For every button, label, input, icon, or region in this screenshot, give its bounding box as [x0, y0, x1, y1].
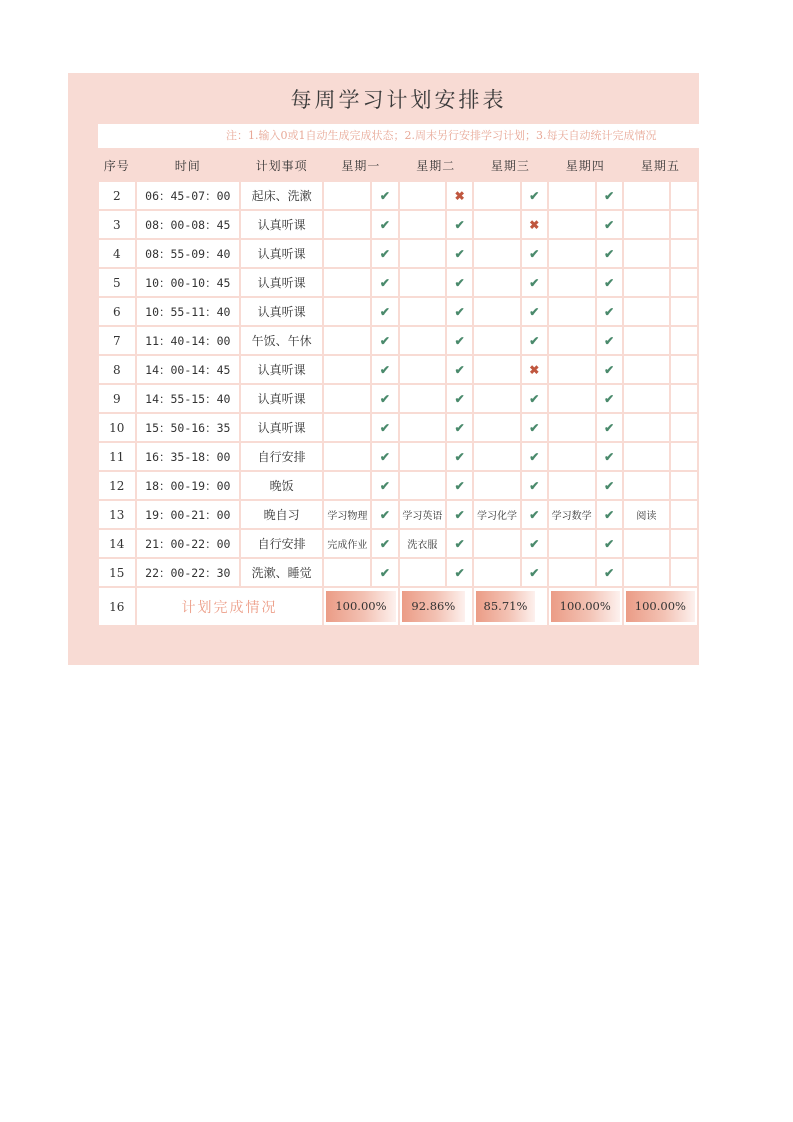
check-icon: ✔ — [604, 246, 615, 261]
status-cell[interactable] — [522, 298, 547, 325]
status-cell[interactable] — [372, 559, 397, 586]
plan-item-cell[interactable]: 认真听课 — [241, 211, 322, 238]
status-cell[interactable] — [522, 182, 547, 209]
check-icon: ✔ — [454, 420, 465, 435]
status-cell[interactable] — [372, 240, 397, 267]
day-task-cell[interactable] — [624, 327, 669, 354]
day-task-cell[interactable] — [400, 385, 446, 412]
day-task-cell[interactable]: 洗衣服 — [400, 530, 446, 557]
row-index-cell[interactable]: 7 — [99, 327, 135, 354]
completion-rate-cell[interactable] — [324, 588, 397, 625]
time-cell[interactable]: 10：55-11：40 — [137, 298, 239, 325]
row-index-cell[interactable]: 11 — [99, 443, 135, 470]
day-task-cell[interactable] — [474, 559, 520, 586]
check-icon: ✔ — [379, 275, 390, 290]
status-cell[interactable] — [597, 385, 622, 412]
day-task-cell[interactable] — [474, 327, 520, 354]
table-row — [99, 443, 697, 470]
plan-item-cell[interactable]: 自行安排 — [241, 443, 322, 470]
time-cell[interactable]: 14：55-15：40 — [137, 385, 239, 412]
status-cell[interactable] — [671, 182, 697, 209]
check-icon: ✔ — [529, 420, 540, 435]
day-task-cell[interactable] — [324, 240, 370, 267]
status-cell[interactable] — [522, 472, 547, 499]
check-icon: ✔ — [604, 391, 615, 406]
status-cell[interactable] — [522, 211, 547, 238]
check-icon: ✔ — [604, 188, 615, 203]
instruction-note: 注：1.输入0或1自动生成完成状态；2.周末另行安排学习计划；3.每天自动统计完成情况 — [98, 124, 699, 148]
day-task-cell[interactable] — [400, 472, 446, 499]
day-task-cell[interactable] — [474, 472, 520, 499]
row-index-cell[interactable]: 6 — [99, 298, 135, 325]
day-task-cell[interactable] — [549, 530, 595, 557]
day-task-cell[interactable] — [549, 211, 595, 238]
check-icon: ✔ — [529, 333, 540, 348]
time-cell[interactable]: 08：55-09：40 — [137, 240, 239, 267]
plan-item-cell[interactable]: 认真听课 — [241, 269, 322, 296]
day-task-cell[interactable] — [624, 385, 669, 412]
day-task-cell[interactable] — [474, 356, 520, 383]
status-cell[interactable] — [671, 298, 697, 325]
status-cell[interactable] — [522, 385, 547, 412]
summary-label[interactable]: 计划完成情况 — [137, 588, 323, 625]
day-task-cell[interactable] — [400, 356, 446, 383]
status-cell[interactable] — [671, 501, 697, 528]
table-row — [99, 327, 697, 354]
check-icon: ✔ — [604, 449, 615, 464]
time-cell[interactable]: 18：00-19：00 — [137, 472, 239, 499]
row-index-cell[interactable]: 13 — [99, 501, 135, 528]
check-icon: ✔ — [604, 275, 615, 290]
check-icon: ✔ — [454, 362, 465, 377]
table-row — [99, 298, 697, 325]
check-icon: ✔ — [454, 478, 465, 493]
day-task-cell[interactable] — [324, 269, 370, 296]
day-task-cell[interactable] — [324, 211, 370, 238]
day-task-cell[interactable] — [400, 298, 446, 325]
status-cell[interactable] — [522, 356, 547, 383]
day-task-cell[interactable]: 学习数学 — [549, 501, 595, 528]
table-row — [99, 356, 697, 383]
cross-icon: ✖ — [529, 362, 540, 377]
day-task-cell[interactable] — [624, 414, 669, 441]
check-icon: ✔ — [454, 246, 465, 261]
status-cell[interactable] — [597, 327, 622, 354]
day-task-cell[interactable]: 完成作业 — [324, 530, 370, 557]
day-task-cell[interactable] — [324, 327, 370, 354]
status-cell[interactable] — [447, 443, 472, 470]
check-icon: ✔ — [529, 304, 540, 319]
time-cell[interactable]: 21：00-22：00 — [137, 530, 239, 557]
day-task-cell[interactable] — [400, 414, 446, 441]
row-index-cell[interactable]: 5 — [99, 269, 135, 296]
day-task-cell[interactable] — [624, 443, 669, 470]
day-task-cell[interactable] — [624, 211, 669, 238]
check-icon: ✔ — [379, 478, 390, 493]
header-time: 时间 — [137, 151, 239, 180]
row-index-cell[interactable]: 14 — [99, 530, 135, 557]
check-icon: ✔ — [379, 217, 390, 232]
completion-rate-cell[interactable] — [400, 588, 473, 625]
completion-rate-bar: 92.86% — [402, 591, 466, 622]
row-index-cell[interactable]: 9 — [99, 385, 135, 412]
day-task-cell[interactable] — [549, 385, 595, 412]
day-task-cell[interactable] — [324, 472, 370, 499]
status-cell[interactable] — [597, 211, 622, 238]
day-task-cell[interactable] — [549, 443, 595, 470]
status-cell[interactable] — [447, 298, 472, 325]
day-task-cell[interactable] — [549, 240, 595, 267]
check-icon: ✔ — [454, 565, 465, 580]
table-row — [99, 559, 697, 586]
status-cell[interactable] — [447, 530, 472, 557]
table-row — [99, 211, 697, 238]
status-cell[interactable] — [597, 472, 622, 499]
check-icon: ✔ — [379, 362, 390, 377]
time-cell[interactable]: 14：00-14：45 — [137, 356, 239, 383]
status-cell[interactable] — [372, 472, 397, 499]
check-icon: ✔ — [529, 188, 540, 203]
day-task-cell[interactable] — [400, 240, 446, 267]
day-task-cell[interactable] — [624, 559, 669, 586]
plan-item-cell[interactable]: 起床、洗漱 — [241, 182, 322, 209]
table-row — [99, 530, 697, 557]
status-cell[interactable] — [671, 559, 697, 586]
plan-item-cell[interactable]: 认真听课 — [241, 240, 322, 267]
day-task-cell[interactable] — [400, 269, 446, 296]
check-icon: ✔ — [454, 536, 465, 551]
row-index-cell[interactable]: 10 — [99, 414, 135, 441]
status-cell[interactable] — [372, 443, 397, 470]
check-icon: ✔ — [379, 565, 390, 580]
day-task-cell[interactable] — [474, 414, 520, 441]
day-task-cell[interactable] — [324, 356, 370, 383]
check-icon: ✔ — [529, 449, 540, 464]
day-task-cell[interactable]: 学习英语 — [400, 501, 446, 528]
check-icon: ✔ — [529, 391, 540, 406]
check-icon: ✔ — [379, 246, 390, 261]
status-cell[interactable] — [447, 327, 472, 354]
day-task-cell[interactable] — [324, 414, 370, 441]
check-icon: ✔ — [529, 246, 540, 261]
plan-table — [97, 149, 699, 627]
status-cell[interactable] — [447, 240, 472, 267]
header-day-tuesday: 星期二 — [400, 151, 473, 180]
status-cell[interactable] — [447, 356, 472, 383]
day-task-cell[interactable] — [324, 385, 370, 412]
day-task-cell[interactable] — [324, 182, 370, 209]
plan-item-cell[interactable]: 认真听课 — [241, 385, 322, 412]
check-icon: ✔ — [604, 362, 615, 377]
header-day-monday: 星期一 — [324, 151, 397, 180]
plan-item-cell[interactable]: 自行安排 — [241, 530, 322, 557]
time-cell[interactable]: 16：35-18：00 — [137, 443, 239, 470]
day-task-cell[interactable] — [474, 443, 520, 470]
table-row — [99, 269, 697, 296]
status-cell[interactable] — [372, 182, 397, 209]
day-task-cell[interactable] — [400, 443, 446, 470]
table-row — [99, 385, 697, 412]
status-cell[interactable] — [522, 501, 547, 528]
time-cell[interactable]: 08：00-08：45 — [137, 211, 239, 238]
status-cell[interactable] — [597, 298, 622, 325]
status-cell[interactable] — [522, 559, 547, 586]
completion-rate-cell[interactable] — [549, 588, 622, 625]
time-cell[interactable]: 22：00-22：30 — [137, 559, 239, 586]
row-index-cell[interactable]: 8 — [99, 356, 135, 383]
status-cell[interactable] — [372, 530, 397, 557]
day-task-cell[interactable] — [624, 240, 669, 267]
status-cell[interactable] — [671, 385, 697, 412]
status-cell[interactable] — [522, 269, 547, 296]
plan-item-cell[interactable]: 认真听课 — [241, 414, 322, 441]
day-task-cell[interactable] — [624, 182, 669, 209]
check-icon: ✔ — [379, 449, 390, 464]
status-cell[interactable] — [447, 472, 472, 499]
header-index: 序号 — [99, 151, 135, 180]
check-icon: ✔ — [604, 507, 615, 522]
check-icon: ✔ — [379, 304, 390, 319]
day-task-cell[interactable]: 阅读 — [624, 501, 669, 528]
day-task-cell[interactable] — [474, 530, 520, 557]
table-row — [99, 182, 697, 209]
row-index-cell[interactable]: 12 — [99, 472, 135, 499]
day-task-cell[interactable]: 学习化学 — [474, 501, 520, 528]
status-cell[interactable] — [597, 240, 622, 267]
header-day-thursday: 星期四 — [549, 151, 622, 180]
day-task-cell[interactable] — [474, 211, 520, 238]
day-task-cell[interactable] — [474, 385, 520, 412]
day-task-cell[interactable] — [624, 472, 669, 499]
page-title: 每周学习计划安排表 — [290, 88, 507, 112]
check-icon: ✔ — [454, 391, 465, 406]
status-cell[interactable] — [671, 211, 697, 238]
completion-rate-bar: 100.00% — [626, 591, 695, 622]
status-cell[interactable] — [447, 414, 472, 441]
day-task-cell[interactable] — [549, 182, 595, 209]
completion-rate-bar: 85.71% — [476, 591, 535, 622]
status-cell[interactable] — [372, 211, 397, 238]
header-row — [99, 151, 697, 180]
day-task-cell[interactable] — [624, 356, 669, 383]
header-day-friday: 星期五 — [624, 151, 697, 180]
day-task-cell[interactable] — [549, 269, 595, 296]
status-cell[interactable] — [597, 182, 622, 209]
day-task-cell[interactable] — [324, 298, 370, 325]
status-cell[interactable] — [671, 530, 697, 557]
check-icon: ✔ — [529, 536, 540, 551]
check-icon: ✔ — [604, 420, 615, 435]
check-icon: ✔ — [454, 304, 465, 319]
completion-rate-cell[interactable] — [474, 588, 547, 625]
status-cell[interactable] — [372, 385, 397, 412]
day-task-cell[interactable] — [474, 298, 520, 325]
row-index-cell[interactable]: 2 — [99, 182, 135, 209]
status-cell[interactable] — [522, 443, 547, 470]
day-task-cell[interactable] — [400, 182, 446, 209]
completion-rate-bar: 100.00% — [326, 591, 395, 622]
status-cell[interactable] — [372, 356, 397, 383]
spreadsheet-sheet — [68, 73, 699, 665]
status-cell[interactable] — [372, 414, 397, 441]
check-icon: ✔ — [454, 217, 465, 232]
time-cell[interactable]: 06：45-07：00 — [137, 182, 239, 209]
check-icon: ✔ — [604, 333, 615, 348]
status-cell[interactable] — [597, 414, 622, 441]
status-cell[interactable] — [522, 530, 547, 557]
day-task-cell[interactable] — [549, 327, 595, 354]
day-task-cell[interactable] — [549, 472, 595, 499]
day-task-cell[interactable] — [549, 298, 595, 325]
status-cell[interactable] — [372, 269, 397, 296]
plan-item-cell[interactable]: 晚饭 — [241, 472, 322, 499]
status-cell[interactable] — [447, 211, 472, 238]
plan-item-cell[interactable]: 午饭、午休 — [241, 327, 322, 354]
day-task-cell[interactable] — [474, 269, 520, 296]
header-item: 计划事项 — [241, 151, 322, 180]
check-icon: ✔ — [379, 420, 390, 435]
completion-rate-bar: 100.00% — [551, 591, 620, 622]
time-cell[interactable]: 10：00-10：45 — [137, 269, 239, 296]
table-row — [99, 501, 697, 528]
check-icon: ✔ — [529, 478, 540, 493]
check-icon: ✔ — [604, 565, 615, 580]
row-index-cell[interactable]: 3 — [99, 211, 135, 238]
check-icon: ✔ — [379, 188, 390, 203]
status-cell[interactable] — [597, 559, 622, 586]
check-icon: ✔ — [454, 507, 465, 522]
summary-row — [99, 588, 697, 625]
check-icon: ✔ — [379, 507, 390, 522]
day-task-cell[interactable] — [549, 414, 595, 441]
time-cell[interactable]: 11：40-14：00 — [137, 327, 239, 354]
check-icon: ✔ — [379, 333, 390, 348]
row-index-cell[interactable]: 15 — [99, 559, 135, 586]
day-task-cell[interactable] — [474, 182, 520, 209]
check-icon: ✔ — [529, 565, 540, 580]
status-cell[interactable] — [671, 240, 697, 267]
day-task-cell[interactable] — [400, 559, 446, 586]
status-cell[interactable] — [597, 269, 622, 296]
status-cell[interactable] — [597, 530, 622, 557]
status-cell[interactable] — [671, 472, 697, 499]
table-body — [99, 182, 697, 625]
check-icon: ✔ — [379, 536, 390, 551]
status-cell[interactable] — [372, 327, 397, 354]
plan-item-cell[interactable]: 认真听课 — [241, 298, 322, 325]
status-cell[interactable] — [372, 501, 397, 528]
day-task-cell[interactable] — [624, 269, 669, 296]
day-task-cell[interactable] — [624, 298, 669, 325]
status-cell[interactable] — [597, 356, 622, 383]
check-icon: ✔ — [604, 536, 615, 551]
cross-icon: ✖ — [454, 188, 465, 203]
status-cell[interactable] — [597, 443, 622, 470]
plan-item-cell[interactable]: 认真听课 — [241, 356, 322, 383]
table-row — [99, 414, 697, 441]
status-cell[interactable] — [522, 240, 547, 267]
day-task-cell[interactable] — [400, 211, 446, 238]
day-task-cell[interactable] — [474, 240, 520, 267]
day-task-cell[interactable]: 学习物理 — [324, 501, 370, 528]
check-icon: ✔ — [604, 217, 615, 232]
summary-index-cell[interactable]: 16 — [99, 588, 135, 625]
completion-rate-cell[interactable] — [624, 588, 697, 625]
day-task-cell[interactable] — [400, 327, 446, 354]
day-task-cell[interactable] — [324, 443, 370, 470]
plan-item-cell[interactable]: 洗漱、睡觉 — [241, 559, 322, 586]
day-task-cell[interactable] — [324, 559, 370, 586]
check-icon: ✔ — [529, 275, 540, 290]
table-row — [99, 240, 697, 267]
plan-item-cell[interactable]: 晚自习 — [241, 501, 322, 528]
row-index-cell[interactable]: 4 — [99, 240, 135, 267]
check-icon: ✔ — [604, 478, 615, 493]
header-day-wednesday: 星期三 — [474, 151, 547, 180]
status-cell[interactable] — [597, 501, 622, 528]
check-icon: ✔ — [454, 333, 465, 348]
check-icon: ✔ — [529, 507, 540, 522]
status-cell[interactable] — [447, 501, 472, 528]
time-cell[interactable]: 15：50-16：35 — [137, 414, 239, 441]
check-icon: ✔ — [604, 304, 615, 319]
status-cell[interactable] — [447, 182, 472, 209]
day-task-cell[interactable] — [624, 530, 669, 557]
status-cell[interactable] — [522, 414, 547, 441]
status-cell[interactable] — [372, 298, 397, 325]
status-cell[interactable] — [522, 327, 547, 354]
status-cell[interactable] — [447, 559, 472, 586]
day-task-cell[interactable] — [549, 356, 595, 383]
status-cell[interactable] — [671, 327, 697, 354]
status-cell[interactable] — [671, 356, 697, 383]
check-icon: ✔ — [454, 449, 465, 464]
status-cell[interactable] — [447, 385, 472, 412]
time-cell[interactable]: 19：00-21：00 — [137, 501, 239, 528]
cross-icon: ✖ — [529, 217, 540, 232]
status-cell[interactable] — [447, 269, 472, 296]
check-icon: ✔ — [454, 275, 465, 290]
status-cell[interactable] — [671, 414, 697, 441]
status-cell[interactable] — [671, 269, 697, 296]
day-task-cell[interactable] — [549, 559, 595, 586]
status-cell[interactable] — [671, 443, 697, 470]
table-row — [99, 472, 697, 499]
check-icon: ✔ — [379, 391, 390, 406]
